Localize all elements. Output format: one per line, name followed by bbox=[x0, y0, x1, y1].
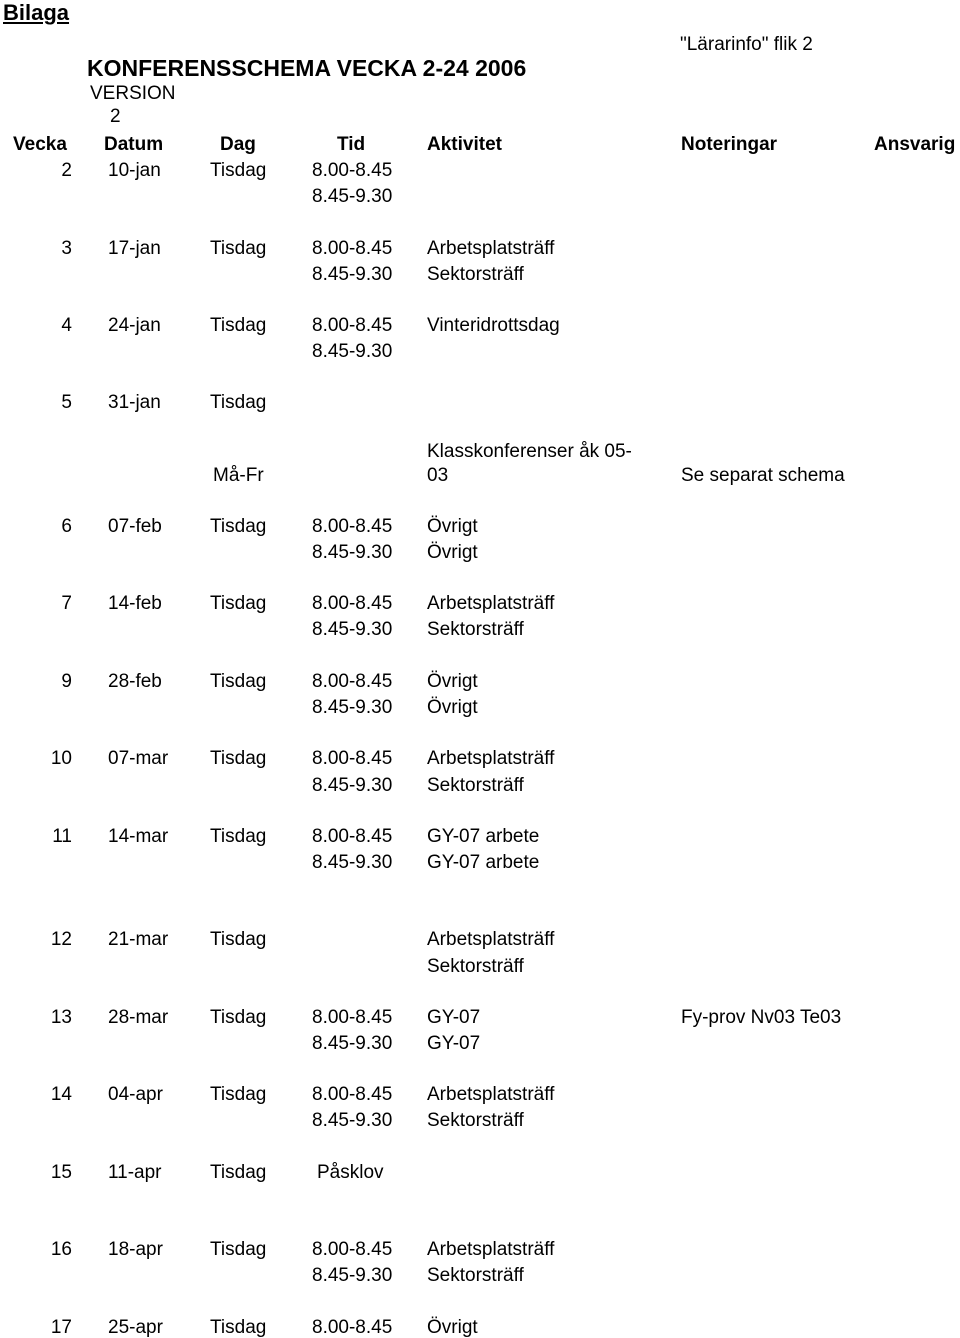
cell-aktivitet: Vinteridrottsdag bbox=[427, 315, 560, 336]
cell-aktivitet: Övrigt bbox=[427, 671, 478, 692]
cell-vecka: 10 bbox=[50, 748, 72, 769]
cell-aktivitet: Arbetsplatsträff bbox=[427, 1084, 555, 1105]
cell-tid: 8.00-8.45 bbox=[312, 826, 393, 847]
column-header-noteringar: Noteringar bbox=[681, 134, 778, 155]
cell-aktivitet: Arbetsplatsträff bbox=[427, 1239, 555, 1260]
cell-aktivitet: GY-07 bbox=[427, 1033, 481, 1054]
cell-dag: Tisdag bbox=[210, 1239, 267, 1260]
cell-vecka: 3 bbox=[61, 238, 72, 259]
cell-dag: Tisdag bbox=[210, 238, 267, 259]
cell-datum: 10-jan bbox=[108, 160, 161, 181]
cell-aktivitet: Arbetsplatsträff bbox=[427, 238, 555, 259]
cell-datum: 07-feb bbox=[108, 516, 162, 537]
cell-dag: Tisdag bbox=[210, 929, 267, 950]
cell-datum: 21-mar bbox=[108, 929, 169, 950]
cell-tid: 8.00-8.45 bbox=[312, 748, 393, 769]
version-number: 2 bbox=[110, 106, 121, 127]
cell-vecka: 14 bbox=[50, 1084, 72, 1105]
cell-aktivitet: GY-07 arbete bbox=[427, 852, 540, 873]
column-header-tid: Tid bbox=[337, 134, 366, 155]
cell-datum: 25-apr bbox=[108, 1317, 163, 1338]
cell-tid: 8.45-9.30 bbox=[312, 1033, 393, 1054]
cell-noteringar: Se separat schema bbox=[681, 465, 845, 486]
cell-vecka: 13 bbox=[50, 1007, 72, 1028]
cell-tid: 8.45-9.30 bbox=[312, 619, 393, 640]
column-header-aktivitet: Aktivitet bbox=[427, 134, 502, 155]
cell-datum: 14-feb bbox=[108, 593, 162, 614]
cell-datum: 28-feb bbox=[108, 671, 162, 692]
column-header-dag: Dag bbox=[220, 134, 256, 155]
cell-tid: 8.45-9.30 bbox=[312, 775, 393, 796]
cell-aktivitet: Övrigt bbox=[427, 516, 478, 537]
cell-noteringar: Fy-prov Nv03 Te03 bbox=[681, 1007, 842, 1028]
cell-datum: 28-mar bbox=[108, 1007, 169, 1028]
cell-vecka: 5 bbox=[61, 392, 72, 413]
cell-aktivitet: Arbetsplatsträff bbox=[427, 929, 555, 950]
cell-datum: 11-apr bbox=[108, 1162, 162, 1183]
cell-tid: 8.45-9.30 bbox=[312, 264, 393, 285]
cell-tid: 8.00-8.45 bbox=[312, 1317, 393, 1338]
cell-vecka: 15 bbox=[50, 1162, 72, 1183]
cell-aktivitet: Sektorsträff bbox=[427, 619, 524, 640]
cell-vecka: 2 bbox=[61, 160, 72, 181]
cell-tid: 8.00-8.45 bbox=[312, 315, 393, 336]
cell-tid: 8.00-8.45 bbox=[312, 1239, 393, 1260]
cell-aktivitet: Arbetsplatsträff bbox=[427, 748, 555, 769]
cell-aktivitet: 03 bbox=[427, 465, 449, 486]
cell-vecka: 7 bbox=[61, 593, 72, 614]
cell-aktivitet: Klasskonferenser åk 05- bbox=[427, 441, 632, 462]
cell-dag: Tisdag bbox=[210, 516, 267, 537]
cell-aktivitet: Sektorsträff bbox=[427, 264, 524, 285]
info-note: "Lärarinfo" flik 2 bbox=[680, 34, 813, 55]
cell-dag: Tisdag bbox=[210, 671, 267, 692]
cell-aktivitet: Sektorsträff bbox=[427, 1110, 524, 1131]
cell-tid: 8.00-8.45 bbox=[312, 671, 393, 692]
cell-datum: 14-mar bbox=[108, 826, 169, 847]
cell-aktivitet: Sektorsträff bbox=[427, 1265, 524, 1286]
column-header-ansvarig: Ansvarig bbox=[874, 134, 956, 155]
cell-vecka: 6 bbox=[61, 516, 72, 537]
cell-datum: 18-apr bbox=[108, 1239, 163, 1260]
cell-tid: 8.00-8.45 bbox=[312, 160, 393, 181]
cell-tid: 8.00-8.45 bbox=[312, 593, 393, 614]
cell-dag: Tisdag bbox=[210, 392, 267, 413]
cell-aktivitet: Övrigt bbox=[427, 542, 478, 563]
cell-dag: Tisdag bbox=[210, 826, 267, 847]
bilaga-heading: Bilaga bbox=[3, 0, 70, 25]
cell-datum: 07-mar bbox=[108, 748, 169, 769]
cell-aktivitet: GY-07 arbete bbox=[427, 826, 540, 847]
cell-aktivitet: Övrigt bbox=[427, 697, 478, 718]
cell-tid: 8.45-9.30 bbox=[312, 697, 393, 718]
cell-tid: 8.45-9.30 bbox=[312, 1110, 393, 1131]
cell-vecka: 17 bbox=[50, 1317, 72, 1338]
cell-dag: Tisdag bbox=[210, 748, 267, 769]
cell-datum: 04-apr bbox=[108, 1084, 163, 1105]
version-label: VERSION bbox=[90, 83, 176, 104]
cell-dag: Må-Fr bbox=[213, 465, 264, 486]
cell-aktivitet: Sektorsträff bbox=[427, 956, 524, 977]
cell-tid: 8.45-9.30 bbox=[312, 186, 393, 207]
document-title: KONFERENSSCHEMA VECKA 2-24 2006 bbox=[87, 55, 527, 81]
cell-vecka: 11 bbox=[52, 826, 72, 847]
cell-aktivitet: Övrigt bbox=[427, 1317, 478, 1338]
cell-dag: Tisdag bbox=[210, 1007, 267, 1028]
column-header-datum: Datum bbox=[104, 134, 164, 155]
cell-datum: 31-jan bbox=[108, 392, 161, 413]
cell-datum: 24-jan bbox=[108, 315, 161, 336]
cell-tid: 8.00-8.45 bbox=[312, 1084, 393, 1105]
cell-dag: Tisdag bbox=[210, 1084, 267, 1105]
cell-vecka: 9 bbox=[61, 671, 72, 692]
cell-tid: 8.00-8.45 bbox=[312, 516, 393, 537]
cell-datum: 17-jan bbox=[108, 238, 161, 259]
cell-tid: 8.45-9.30 bbox=[312, 542, 393, 563]
cell-dag: Tisdag bbox=[210, 160, 267, 181]
cell-tid: 8.45-9.30 bbox=[312, 852, 393, 873]
cell-vecka: 12 bbox=[50, 929, 72, 950]
cell-aktivitet: GY-07 bbox=[427, 1007, 481, 1028]
cell-dag: Tisdag bbox=[210, 593, 267, 614]
cell-vecka: 16 bbox=[50, 1239, 72, 1260]
column-header-vecka: Vecka bbox=[13, 134, 67, 155]
cell-aktivitet: Arbetsplatsträff bbox=[427, 593, 555, 614]
cell-dag: Tisdag bbox=[210, 1317, 267, 1338]
cell-tid: 8.00-8.45 bbox=[312, 238, 393, 259]
cell-tid: 8.45-9.30 bbox=[312, 341, 393, 362]
cell-tid: 8.45-9.30 bbox=[312, 1265, 393, 1286]
cell-vecka: 4 bbox=[61, 315, 72, 336]
cell-tid: Påsklov bbox=[317, 1162, 384, 1183]
cell-dag: Tisdag bbox=[210, 315, 267, 336]
cell-aktivitet: Sektorsträff bbox=[427, 775, 524, 796]
cell-dag: Tisdag bbox=[210, 1162, 267, 1183]
cell-tid: 8.00-8.45 bbox=[312, 1007, 393, 1028]
